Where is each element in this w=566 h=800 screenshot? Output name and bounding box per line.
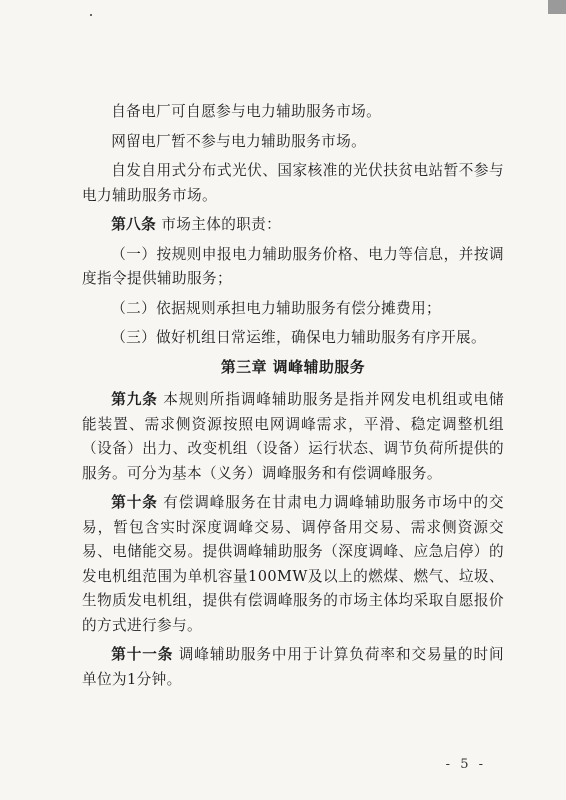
article-9-label: 第九条	[111, 391, 158, 408]
scan-speck	[90, 14, 92, 16]
article-10	[82, 491, 504, 638]
chapter-heading: 第三章 调峰辅助服务	[220, 358, 366, 376]
article-10-text: 有偿调峰服务在甘肃电力调峰辅助服务市场中的交易，暂包含实时深度调峰交易、调停备用交易、需求侧资源交易、电储能交易。提供调峰辅助服务（深度调峰、应急启停）的发电机组范围为单机容量100MW及以上的燃煤、燃气、垃圾、生物质发电机组，提供有偿调峰服务的市场主体均采取自愿报价的方式进行参与。	[82, 494, 504, 634]
paragraph-text: 网留电厂暂不参与电力辅助服务市场。	[111, 132, 367, 150]
duty-item-text: （二）依据规则承担电力辅助服务有偿分摊费用；	[111, 299, 442, 317]
paragraph-distributed-pv	[82, 159, 504, 208]
article-9	[82, 388, 504, 486]
article-11	[82, 643, 504, 692]
article-9-text: 本规则所指调峰辅助服务是指并网发电机组或电储能装置、需求侧资源按照电网调峰需求，平滑、稳定调整机组（设备）出力、改变机组（设备）运行状态、调节负荷所提供的服务。可分为基本（义务）调峰服务和有偿调峰服务。	[82, 391, 504, 482]
article-10-label: 第十条	[111, 494, 158, 511]
scan-corner-mark	[548, 0, 566, 14]
article-11-text: 调峰辅助服务中用于计算负荷率和交易量的时间单位为1分钟。	[82, 646, 504, 688]
article-8-text: 市场主体的职责：	[161, 216, 282, 233]
duty-item-3	[82, 326, 504, 351]
duty-item-text: （三）做好机组日常运维，确保电力辅助服务有序开展。	[111, 329, 487, 346]
page-number: - 5 -	[445, 757, 486, 772]
paragraph-self-owned-plants	[82, 100, 504, 125]
duty-item-2	[82, 297, 504, 322]
paragraph-text: 自备电厂可自愿参与电力辅助服务市场。	[111, 103, 382, 120]
article-8-label: 第八条	[111, 216, 157, 233]
duty-item-text: （一）按规则申报电力辅助服务价格、电力等信息，并按调度指令提供辅助服务；	[82, 245, 504, 287]
article-8	[82, 213, 504, 238]
duty-item-1	[82, 243, 504, 292]
article-11-label: 第十一条	[111, 646, 174, 663]
paragraph-text: 自发自用式分布式光伏、国家核准的光伏扶贫电站暂不参与电力辅助服务市场。	[82, 162, 504, 204]
paragraph-grid-retained-plants	[82, 130, 504, 155]
